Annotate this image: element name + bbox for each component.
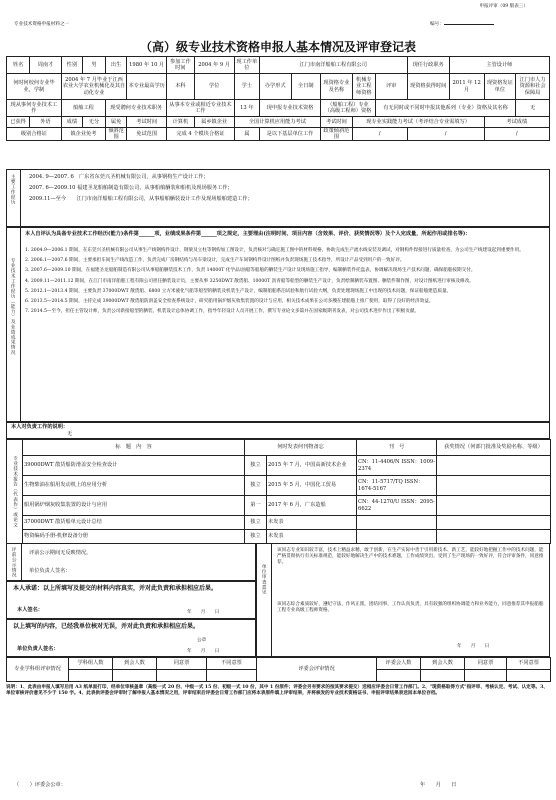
table-cell: 现工作单位	[234, 57, 259, 74]
work-history-section	[6, 169, 550, 227]
unit-review-date: 年 月 日	[457, 644, 490, 649]
basic-row-2	[7, 74, 550, 100]
table-cell: 现从事何专业技术工作	[7, 100, 62, 117]
works-header-row	[7, 440, 551, 456]
verify-unit-sign: 单位负责人签名：	[17, 646, 59, 652]
achievement-label: 专业技术工作经历（能力）及业绩成果情况	[10, 258, 16, 355]
works-table	[6, 439, 551, 544]
table-cell	[157, 670, 207, 682]
basic-row-1	[7, 57, 550, 74]
table-cell: 不同意票	[207, 658, 257, 670]
table-cell: 现资格发证单位	[484, 74, 516, 100]
table-cell: 是以下基层单位工作	[259, 128, 320, 141]
achievement-item: 4. 2009.11—2011.12 期间，在江门市南洋船舶工程有限公司担任舾装设计员，主要从事 3250DWT 散货船、10000T 沥青船等船型的舾装生产设计，负责绘制舾装布置图、舾装件制作图，对设计图纸进行审核及修改。	[25, 278, 474, 284]
table-cell: 船舶工程	[61, 100, 105, 117]
table-cell: 2011 年 12 月	[449, 74, 484, 100]
table-cell: 江门市人力资源和社会保障局	[516, 74, 550, 100]
public-notice-text: 评前公示期间无反映情况。	[29, 550, 92, 556]
table-cell: 物资编码手册-机修设备分册	[23, 530, 245, 544]
table-cell: 男	[82, 57, 105, 74]
table-cell: 镇企业免考	[61, 128, 105, 141]
promise-date: 年 月 日	[187, 610, 220, 615]
verify-date: 年 月 日	[187, 649, 220, 654]
table-cell: 从事本专业或相近专业技术工作	[167, 100, 234, 117]
table-row	[7, 516, 551, 530]
table-cell: 倾斜范围	[106, 128, 127, 141]
table-cell	[357, 530, 437, 544]
vote-table	[6, 657, 551, 682]
responsible-section	[6, 422, 550, 439]
serial-label: 编号：	[430, 22, 494, 28]
notes-text: 说明：1、此表由申报人填写后用 A3 纸单面打印，经单位审核盖章（高级一式 20 份、中级一式 15 份、初级一式 10 份，其中 1 份原件；评委会另有要求的按其要求提交）送相应评委会日常工作部门。2、"现资格取得方式"指评审、考核认定、考试、认定等。3、单位审核评价意见不少于 150 字。4、此表供评委会评审时了解申报人基本情况之用，评审结束后评委会日常工作部门应将本表原件填上评审结果，并将核发的专业技术资格证书、申报评审结果表送回本单位存档。	[6, 685, 548, 697]
table-cell: 出生	[106, 57, 127, 74]
table-cell	[113, 670, 157, 682]
table-cell: 2017 年 6 月，广东造船	[267, 496, 357, 516]
table-cell: 姓名	[7, 57, 30, 74]
form-title: （高）级专业技术资格申报人基本情况及评审登记表	[139, 40, 416, 54]
unit-review-label: 单位审查意见	[261, 564, 267, 595]
table-cell: 到会人数	[421, 658, 465, 670]
table-cell: 评委会评审情况	[257, 658, 377, 682]
table-cell: 考试成绩	[484, 117, 549, 128]
table-cell: 同意票	[465, 658, 507, 670]
verify-stamp: 公章	[197, 638, 207, 643]
table-cell	[437, 456, 551, 476]
table-row	[7, 530, 551, 544]
achievement-item: 3. 2007.6—2009.10 期间，在福建圣龙船舶制造有限公司从事船舶舾装技术工作，负责 14000T 化学品/油船等船舶的舾装生产设计及现场施工指导，编制舾装件托盘表，协调解决现场生产技术问题，确保船舶按期交付。	[25, 268, 476, 274]
basic-row-4	[7, 117, 550, 128]
table-cell: 政策倾斜范围	[321, 128, 353, 141]
committee-seal-label: （ ）评委会公章：	[14, 782, 66, 788]
table-cell: 未发表	[267, 516, 357, 530]
table-cell: 生物柴油在船用发动机上的应用分析	[23, 476, 245, 496]
public-unit-sign: 单位负责人签名：	[29, 568, 71, 574]
table-cell: 2004 年 7 月毕业于江西农业大学农业机械化及其自动化专业	[61, 74, 126, 100]
verify-text: 以上填写的内容，已经我单位核对无误，并对此负责和承担相应后果。	[13, 623, 200, 630]
table-cell	[207, 670, 257, 682]
table-cell: 学位	[194, 74, 234, 100]
table-cell: 已获得	[7, 117, 30, 128]
table-cell: 13 年	[234, 100, 259, 117]
table-cell: 到会人数	[113, 658, 157, 670]
table-cell: 全国计算机应用能力考试	[234, 117, 320, 128]
table-cell: 不同意票	[507, 658, 551, 670]
table-cell: 1980 年 10 月	[127, 57, 167, 74]
table-cell: 参加工作时间	[167, 57, 194, 74]
table-cell: 江门市南洋船舶工程有限公司	[259, 57, 407, 74]
table-cell	[437, 530, 551, 544]
table-cell: CN：44-1270/U ISSN：2095-6622	[357, 496, 437, 516]
table-cell: 属	[234, 128, 259, 141]
promise-sign: 本人签名：	[17, 607, 43, 613]
table-cell: 第一	[245, 496, 267, 516]
table-cell: 独立	[245, 456, 267, 476]
table-cell: 无分	[82, 117, 105, 128]
footer-date: 年 月 日	[420, 782, 457, 788]
works-side-label: 专业技术报告（代表作）或论文	[7, 440, 23, 544]
table-cell: 现受聘何专业技术职务	[106, 100, 167, 117]
table-row	[7, 456, 551, 476]
work-history-line: 2004. 9—2007. 6 广东省东莞兴圣机械有限公司，从事钢构生产设计工作；	[29, 174, 209, 180]
basic-info-table	[6, 56, 550, 141]
table-cell: 考试时间	[321, 117, 353, 128]
table-cell: 学科组人数	[69, 658, 113, 670]
table-cell: 何时何校何专业毕业，学制	[7, 74, 62, 100]
table-cell: 现资格获得时间	[407, 74, 449, 100]
unit-review-text-2: 该同志综合素质较好，遵纪守法，作风正派，团结同事，工作认真负责，具有较强的组织协调能力和业务能力，同意推荐其申报船舶工程专业高级工程师资格。	[277, 602, 544, 614]
promise-text: 本人承诺：以上所填写及提交的材料内容真实，并对此负责和承担相应后果。	[13, 585, 218, 592]
table-cell: /	[352, 128, 407, 141]
table-cell: 无	[516, 100, 550, 117]
achievement-item: 5. 2012.1—2013.4 期间，主要负责 37000DWT 散货船、6800 立方米液化气船等船型的舾装及机装生产设计，编制船舶系泊试验和航行试验大纲，负责处理现场施工中出现的技术问题，保证船舶建造质量。	[25, 288, 452, 294]
achievement-section	[6, 227, 550, 422]
work-history-label: 主要工作经历	[10, 174, 16, 205]
achievement-item: 2. 2006.1—2007.6 期间，主要承担车间生产线改造工作，负责完成厂房钢结构与吊车梁设计，完成生产车间钢构件设计图纸并负责现场施工技术指导，所设计产品受到用户的一致好评。	[25, 258, 405, 264]
table-cell: 计算机	[167, 117, 194, 128]
table-cell: CN：11-4406/N ISSN：1009-2374	[357, 456, 437, 476]
table-cell: /	[407, 128, 484, 141]
table-cell: 独立	[245, 530, 267, 544]
table-cell	[437, 496, 551, 516]
table-cell: 现申报专业技术资格	[259, 100, 320, 117]
table-cell: 评审	[375, 74, 407, 100]
table-cell: 同意票	[157, 658, 207, 670]
verify-box	[6, 619, 256, 657]
unit-review-text: 该同志专业知识较丰富，技术上精益求精，敢于创新，在生产实际中善于引用新技术、新工艺，能较好地把握工作中的技术问题，能严格贯彻执行有关标准规范，能较好地解决生产中的技术难题，工作成绩突出，受到了生产现场的一致好评，符合评审条件，同意推荐。	[277, 548, 544, 566]
table-cell: 37000DWT 散货船单元设计总结	[23, 516, 245, 530]
table-cell: 独立	[245, 516, 267, 530]
table-cell: 属乡镇企业	[194, 117, 234, 128]
table-cell: 外语	[30, 117, 62, 128]
table-cell: 完成 4 个模块合格证	[167, 128, 234, 141]
table-cell	[437, 516, 551, 530]
table-cell: 主管设计师	[449, 57, 549, 74]
table-cell: 2004 年 9 月	[194, 57, 234, 74]
table-cell: 本专业最高学历	[127, 74, 167, 100]
achievement-item: 6. 2013.5—2014.5 期间，主持完成 39000DWT 散货船防滑盖安全检查系统设计，研究船用锅炉烟灰收集装置的设计与应用，相关技术成果在公司多艘在建船舶上推广使用，取得了良好的经济效益。	[25, 298, 434, 304]
work-history-line: 2009.11—至今 江门市南洋船舶工程有限公司，从事船舶舾装设计工作及现场船舶建造工作；	[29, 196, 253, 202]
table-cell	[69, 670, 113, 682]
table-cell: 现专业实践能力考试（考评结合专业需填写）	[352, 117, 484, 128]
table-cell	[421, 670, 465, 682]
table-cell: 船用锅炉烟灰收集装置的设计与应用	[23, 496, 245, 516]
table-cell: 2015 年 7 月，中国高新技术企业	[267, 456, 357, 476]
table-cell: 独立	[245, 476, 267, 496]
achievement-item: 1. 2004.9—2006.1 期间，在东莞兴圣机械有限公司从事生产线钢构件设计、钢梁及立柱等钢构加工图设计，负责核对与确定施工图中的材料规格，协助完成生产流水线安装及调试，对钢构件焊接进行质量检查，为公司生产线建设起到重要作用。	[25, 248, 524, 253]
table-cell: 何时发表何刊物备忘	[245, 440, 357, 456]
table-cell	[377, 670, 421, 682]
table-cell	[437, 476, 551, 496]
table-cell: 机械专业工程师资格	[352, 74, 375, 100]
table-cell: 性别	[61, 57, 82, 74]
table-cell: 现任行政职务	[407, 57, 449, 74]
basic-row-3	[7, 100, 550, 117]
promise-box	[6, 581, 256, 619]
unit-review-box	[256, 543, 550, 657]
table-cell: 免试范围	[127, 128, 167, 141]
table-cell: 现资格专业及名称	[321, 74, 353, 100]
table-cell: 2015 年 5 月，中国化工贸易	[267, 476, 357, 496]
table-cell: 获奖情况（何部门批准及奖励名称、等级）	[437, 440, 551, 456]
basic-row-5	[7, 128, 550, 141]
table-cell: 39000DWT 散货船防滑盖安全检查设计	[23, 456, 245, 476]
table-cell: /	[484, 128, 549, 141]
work-history-line: 2007. 6—2009.10 福建圣龙船舶制造有限公司，从事船舶舾装和船机及现场服务工作；	[29, 185, 233, 191]
table-row	[7, 658, 551, 670]
table-cell: 学士	[234, 74, 259, 100]
table-cell: （船舶工程）专业（高级工程师）资格	[321, 100, 376, 117]
table-cell: 评委会人数	[377, 658, 421, 670]
table-cell: 办学形式	[259, 74, 291, 100]
public-notice-box	[6, 543, 256, 581]
table-cell: 周南才	[30, 57, 62, 74]
table-cell: 考试时间	[127, 117, 167, 128]
achievement-intro: 本人自评认为具备专业技术工作经历(能力)条件第______项，业绩成果条件第______项之规定，主要理由(注明时间、项目内容（含效果、评价、获奖情况等）及个人完成量，所起作用或排名等)：	[25, 231, 471, 237]
table-cell: 未发表	[267, 530, 357, 544]
achievement-items	[25, 248, 545, 319]
responsible-label: 本人对负责工作的说明：	[11, 424, 69, 430]
table-cell	[507, 670, 551, 682]
table-row	[7, 496, 551, 516]
table-row	[7, 476, 551, 496]
responsible-value: 无	[67, 431, 73, 437]
table-cell: 有无同时或不同时申报其他系列（专业）资格及其名称	[375, 100, 515, 117]
table-cell: 刊 号	[357, 440, 437, 456]
table-cell: 标 题 内 容	[23, 440, 245, 456]
material-label: 专业技术资格申报材料之一	[14, 22, 70, 27]
achievement-item: 7. 2014.5—至今，担任主管设计师，负责公司新接船型的舾装、机装设计总体协调工作，指导年轻设计人员开展工作，撰写专业论文多篇并在国家级期刊发表，对公司技术进步作出了积极贡献。	[25, 309, 420, 315]
table-cell	[357, 516, 437, 530]
table-cell: 专业学科组评审情况	[7, 658, 69, 682]
table-cell: 级别合格证	[7, 128, 62, 141]
table-cell: 全日制	[291, 74, 321, 100]
public-notice-label: 评前公示情况	[11, 547, 17, 578]
table-cell: CN：11-5717/TQ ISSN：1674-5167	[357, 476, 437, 496]
table-cell: 本科	[167, 74, 194, 100]
form-version-tag: 申报评审（09 版表三）	[479, 4, 528, 9]
table-cell: 成绩	[61, 117, 82, 128]
table-cell	[465, 670, 507, 682]
table-cell: 属免	[106, 117, 127, 128]
